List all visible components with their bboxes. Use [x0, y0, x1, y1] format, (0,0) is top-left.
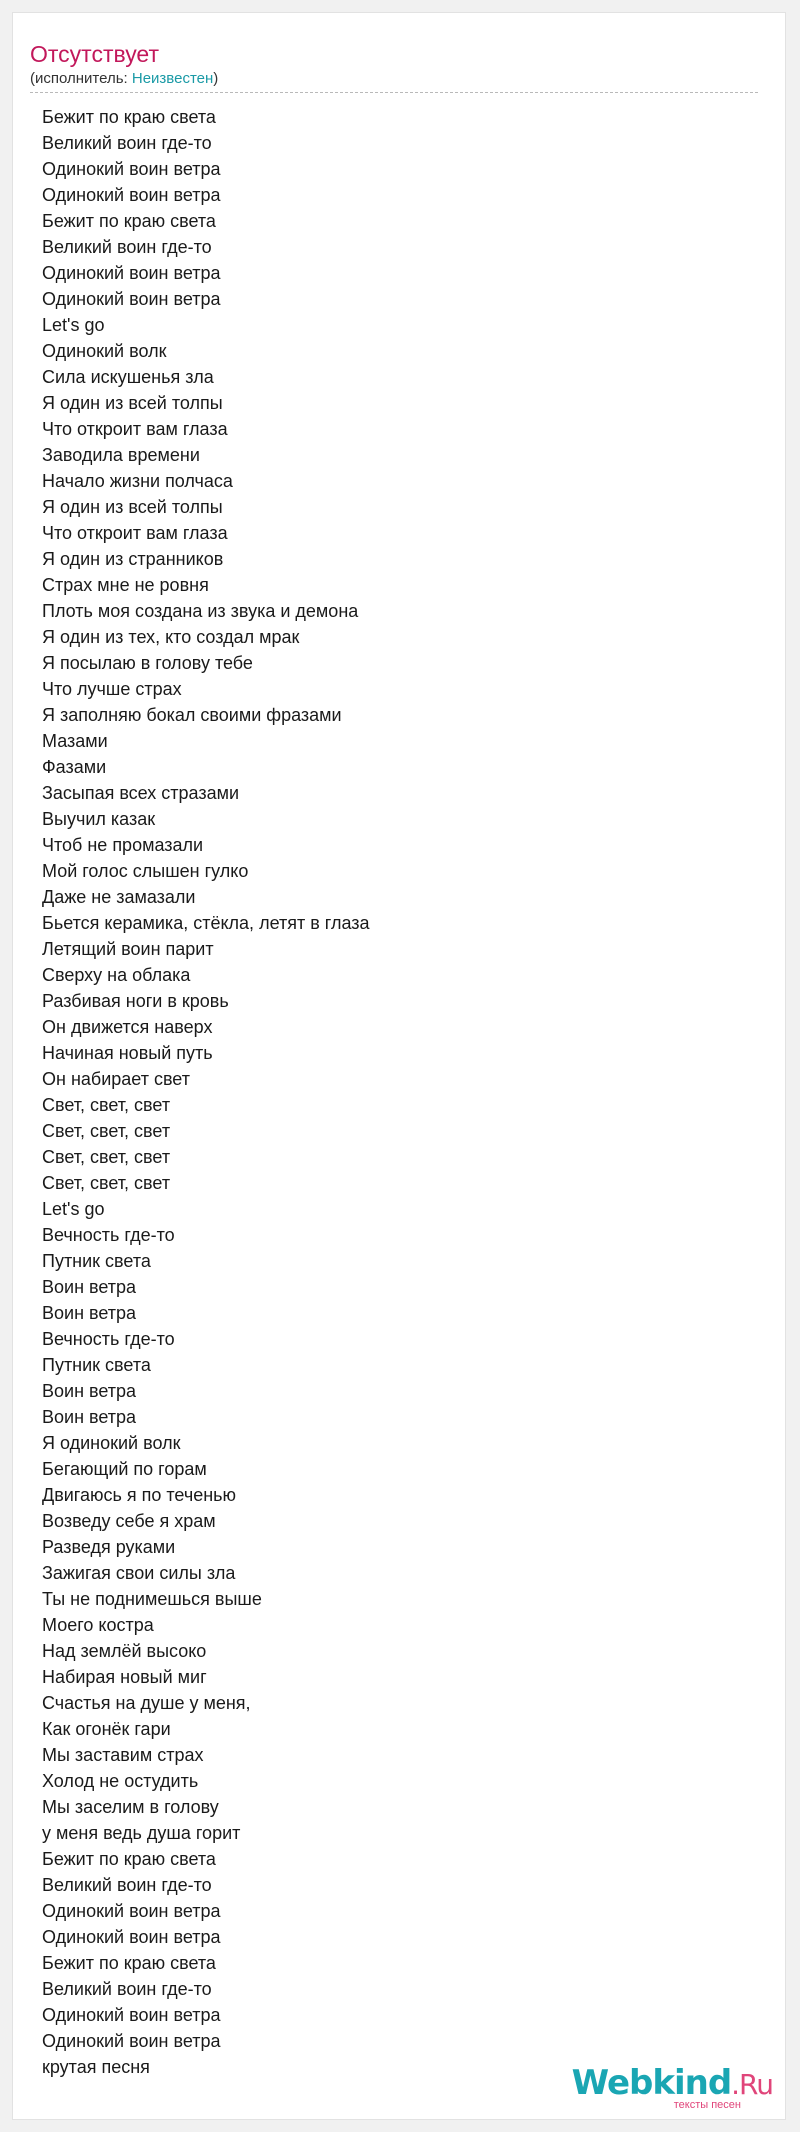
lyric-line: Одинокий воин ветра: [42, 289, 221, 309]
lyric-line: Выучил казак: [42, 809, 156, 829]
artist-link[interactable]: Неизвестен: [131, 70, 214, 87]
logo-tld-text: .Ru: [731, 2068, 773, 2101]
lyric-line: Начало жизни полчаса: [42, 471, 233, 491]
lyric-line: Бежит по краю света: [42, 1849, 216, 1869]
lyric-line: Бежит по краю света: [42, 1953, 216, 1973]
logo-wordmark: [571, 2063, 773, 2103]
lyric-line: Бьется керамика, стёкла, летят в глаза: [42, 913, 370, 933]
lyric-line: Холод не остудить: [42, 1771, 199, 1791]
lyric-line: Он движется наверх: [42, 1017, 213, 1037]
lyric-line: Одинокий воин ветра: [42, 1901, 221, 1921]
lyric-line: Счастья на душе у меня,: [42, 1693, 251, 1713]
lyric-line: Что лучше страх: [42, 679, 182, 699]
lyric-line: крутая песня: [42, 2057, 150, 2077]
title-divider: [30, 92, 758, 93]
lyric-line: Мой голос слышен гулко: [42, 861, 249, 881]
lyric-line: Великий воин где-то: [42, 133, 212, 153]
lyric-line: Что откроит вам глаза: [42, 419, 228, 439]
lyric-line: Плоть моя создана из звука и демона: [42, 601, 359, 621]
artist-prefix: (исполнитель:: [30, 70, 132, 87]
lyric-line: Зажигая свои силы зла: [42, 1563, 236, 1583]
lyric-line: Я один из тех, кто создал мрак: [42, 627, 300, 647]
lyric-line: Возведу себе я храм: [42, 1511, 216, 1531]
lyric-line: Бегающий по горам: [42, 1459, 207, 1479]
lyric-line: Великий воин где-то: [42, 1979, 212, 1999]
lyric-line: Начиная новый путь: [42, 1043, 213, 1063]
lyric-line: Воин ветра: [42, 1303, 137, 1323]
lyric-line: Великий воин где-то: [42, 237, 212, 257]
lyric-line: Что откроит вам глаза: [42, 523, 228, 543]
lyric-line: Разбивая ноги в кровь: [42, 991, 229, 1011]
lyric-line: Над землёй высоко: [42, 1641, 207, 1661]
lyric-line: Путник света: [42, 1251, 151, 1271]
artist-suffix: ): [213, 70, 219, 87]
lyric-line: Одинокий воин ветра: [42, 1927, 221, 1947]
lyric-line: Мазами: [42, 731, 108, 751]
lyric-line: Мы заставим страх: [42, 1745, 204, 1765]
lyric-line: Даже не замазали: [42, 887, 196, 907]
lyric-line: Одинокий воин ветра: [42, 185, 221, 205]
lyric-line: Одинокий воин ветра: [42, 2031, 221, 2051]
lyric-line: Воин ветра: [42, 1277, 137, 1297]
lyric-line: Сила искушенья зла: [42, 367, 214, 387]
lyric-line: Свет, свет, свет: [42, 1147, 171, 1167]
lyric-line: у меня ведь душа горит: [42, 1823, 241, 1843]
lyric-line: Воин ветра: [42, 1381, 137, 1401]
lyric-line: Одинокий воин ветра: [42, 159, 221, 179]
lyric-line: Я одинокий волк: [42, 1433, 181, 1453]
lyric-line: Сверху на облака: [42, 965, 191, 985]
lyric-line: Бежит по краю света: [42, 211, 216, 231]
lyric-line: Воин ветра: [42, 1407, 137, 1427]
lyric-line: Мы заселим в голову: [42, 1797, 219, 1817]
lyric-line: Моего костра: [42, 1615, 154, 1635]
lyric-line: Одинокий воин ветра: [42, 263, 221, 283]
lyric-line: Ты не поднимешься выше: [42, 1589, 262, 1609]
lyric-line: Засыпая всех стразами: [42, 783, 240, 803]
lyric-line: Чтоб не промазали: [42, 835, 204, 855]
lyric-line: Одинокий волк: [42, 341, 167, 361]
lyric-line: Он набирает свет: [42, 1069, 190, 1089]
lyric-line: Вечность где-то: [42, 1225, 175, 1245]
lyric-line: Я один из всей толпы: [42, 497, 223, 517]
lyric-line: Я один из странников: [42, 549, 224, 569]
lyric-line: Я посылаю в голову тебе: [42, 653, 253, 673]
logo-main-text: Webkind: [571, 2063, 732, 2103]
lyric-line: Я заполняю бокал своими фразами: [42, 705, 342, 725]
lyric-line: Свет, свет, свет: [42, 1095, 171, 1115]
lyric-line: Страх мне не ровня: [42, 575, 209, 595]
logo-tagline: тексты песен: [673, 2099, 741, 2111]
lyric-line: Let's go: [42, 1199, 105, 1219]
lyric-line: Набирая новый миг: [42, 1667, 207, 1687]
lyric-line: Летящий воин парит: [42, 939, 214, 959]
lyric-line: Бежит по краю света: [42, 107, 216, 127]
lyric-line: Я один из всей толпы: [42, 393, 223, 413]
lyric-line: Let's go: [42, 315, 105, 335]
site-logo[interactable]: [571, 2063, 773, 2111]
lyric-line: Свет, свет, свет: [42, 1173, 171, 1193]
lyric-line: Двигаюсь я по теченью: [42, 1485, 237, 1505]
lyric-line: Заводила времени: [42, 445, 200, 465]
lyric-line: Вечность где-то: [42, 1329, 175, 1349]
lyric-line: Разведя руками: [42, 1537, 176, 1557]
lyric-line: Одинокий воин ветра: [42, 2005, 221, 2025]
lyric-line: Свет, свет, свет: [42, 1121, 171, 1141]
lyric-line: Как огонёк гари: [42, 1719, 171, 1739]
lyric-line: Фазами: [42, 757, 107, 777]
lyric-line: Путник света: [42, 1355, 151, 1375]
lyrics-list: [42, 104, 370, 2080]
lyric-line: Великий воин где-то: [42, 1875, 212, 1895]
song-title: Отсутствует: [30, 41, 159, 67]
artist-line: [30, 70, 218, 88]
